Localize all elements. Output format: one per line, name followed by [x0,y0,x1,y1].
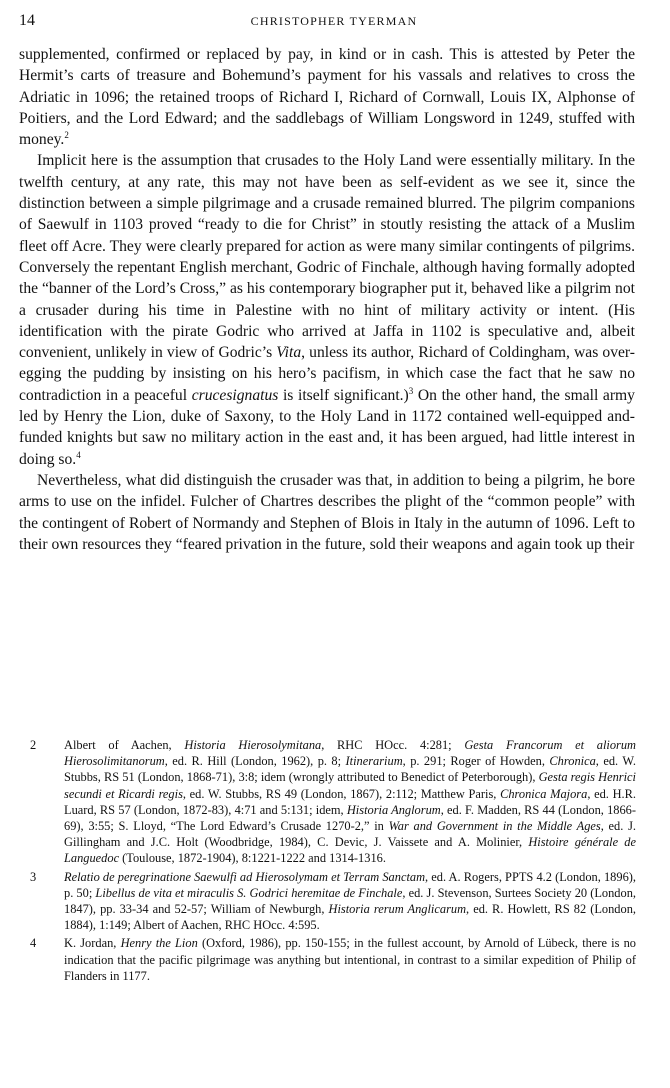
paragraph-2-text-c: is itself significant.) [278,386,409,404]
footnote-3 [30,869,636,934]
footnote-text: , ed. W. Stubbs, RS 49 (London, 1867), 2:112; Matthew Paris, [182,786,501,801]
footnote-title-italic: Historia Anglorum [346,802,441,817]
footnote-text: (Toulouse, 1872-1904), 8:1221-1222 and 1314-1316. [119,851,386,866]
footnote-text: , ed. R. Howlett, RS 82 (London, 1884), 1:149; Albert of Aachen, RHC HOcc. 4:595. [64,902,636,933]
crucesignatus-italic: crucesignatus [191,386,279,404]
footnote-text: , RHC HOcc. 4:281; [321,738,465,752]
footnote-title-italic: Historia rerum Anglicarum [328,902,467,917]
footnote-title-italic: Histoire générale de Languedoc [64,835,636,866]
paragraph-3-text: Nevertheless, what did distinguish the crusader was that, in addition to being a pilgrim, he bore arms to use on the infidel. Fulcher of Chartres describes the plight of the “common people” with the contingent of Robert of Normandy and Stephen of Blois in Italy in the autumn of 1096. Left to their own resources they “feared privation in the future, sold their weapons and again took up their [19,471,635,553]
footnote-title-italic: Historia Hierosolymitana [184,738,322,752]
footnote-title-italic: Relatio de peregrinatione Saewulfi ad Hierosolymam et Terram Sanctam [64,869,426,884]
footnote-title-italic: Gesta Francorum et aliorum Hierosolimitanorum [64,738,637,769]
footnote-title-italic: Itinerarium [345,754,403,769]
footnote-text: , ed. H.R. Luard, RS 57 (London, 1872-83), 4:71 and 5:131; idem, [64,786,636,817]
footnote-title-italic: Chronica [549,754,596,769]
paragraph-1 [19,44,635,150]
footnote-text: (Oxford, 1986), pp. 150-155; in the fullest account, by Arnold of Lübeck, there is no indication that the pacific pilgrimage was anything but intentional, in contrast to a similar expedition of Philip of Flanders in 1177. [64,936,636,983]
footnote-4 [30,935,636,984]
paragraph-2-text-a: Implicit here is the assumption that crusades to the Holy Land were essentially military. In the twelfth century, at any rate, this may not have been as self-evident as we see it, since the distinction between a simple pilgrimage and a crusade remained blurred. The pilgrim companions of Saewulf in 1103 proved “ready to die for Christ” in stoutly resisting the attack of a Muslim fleet off Acre. They were clearly prepared for action as were many similar contingents of pilgrims. Conversely the repentant English merchant, Godric of Finchale, although having formally adopted the “banner of the Lord’s Cross,” as his contemporary biographer put it, behaved like a pilgrim not a crusader during his time in Palestine with no hint of military activity or intent. (His identification with the pirate Godric who arrived at Jaffa in 1102 is speculative and, albeit convenient, unlikely in view of Godric’s [19,152,635,362]
page-header [19,12,649,32]
footnotes [30,737,636,986]
footnote-text: , ed. J. Gillingham and J.C. Holt (Woodbridge, 1984), C. Devic, J. Vaissete and A. Molinier, [64,819,636,850]
footnote-text: , ed. A. Rogers, PPTS 4.2 (London, 1896), p. 50; [64,869,636,900]
footnote-text: , ed. W. Stubbs, RS 51 (London, 1868-71), 3:8; idem (wrongly attributed to Benedict of Peterborough), [64,754,636,785]
footnote-title-italic: Chronica Majora [500,786,588,801]
footnote-text: , ed. J. Stevenson, Surtees Society 20 (London, 1847), pp. 33-34 and 52-57; William of Newburgh, [64,885,636,917]
footnote-title-italic: Libellus de vita et miraculis S. Godrici heremitae de Finchale [95,885,403,900]
footnote-ref-2: 2 [64,130,69,140]
footnote-number: 2 [30,738,37,752]
running-head: CHRISTOPHER TYERMAN [250,14,418,28]
footnote-number: 4 [30,936,37,951]
main-text [19,44,635,555]
paragraph-1-text: supplemented, confirmed or replaced by pay, in kind or in cash. This is attested by Peter the Hermit’s carts of treasure and Bohemund’s payment for his vassals and relatives to cross the Adriatic in 1096; the retained troops of Richard I, Richard of Cornwall, Louis IX, Alphonse of Poitiers, and the Lord Edward; and the saddlebags of William Longsword in 1249, stuffed with money. [19,46,635,149]
footnote-ref-3: 3 [408,385,414,396]
paragraph-2-text-b: , unless its author, Richard of Coldingham, was over-egging the pudding by insisting on his hero’s pacifism, in which case the fact that he saw no contradiction in a peaceful [19,344,635,404]
paragraph-2-text-d: On the other hand, the small army led by Henry the Lion, duke of Saxony, to the Holy Land in 1172 contained well-equipped and- funded knights but saw no military action in the east and, it has been argued, had little interest in doing so. [19,386,635,468]
footnote-title-italic: Henry the Lion [120,936,198,951]
paragraph-2 [19,150,635,469]
footnote-title-italic: War and Government in the Middle Ages [388,819,601,834]
paragraph-3 [19,470,635,555]
footnote-text: Albert of Aachen, [64,738,185,752]
footnote-text: , ed. F. Madden, RS 44 (London, 1866-69), 3:55; S. Lloyd, “The Lord Edward’s Crusade 1270-2,” in [64,802,636,834]
footnote-text: , p. 291; Roger of Howden, [402,754,550,769]
footnote-text: , ed. R. Hill (London, 1962), p. 8; [164,754,346,769]
footnote-number: 3 [30,869,37,884]
footnote-ref-4: 4 [76,449,81,460]
footnote-2 [30,737,636,867]
page-number: 14 [19,12,35,29]
vita-italic: Vita [276,344,302,362]
footnote-text: K. Jordan, [64,936,121,951]
footnote-title-italic: Gesta regis Henrici secundi et Ricardi regis [64,770,636,801]
